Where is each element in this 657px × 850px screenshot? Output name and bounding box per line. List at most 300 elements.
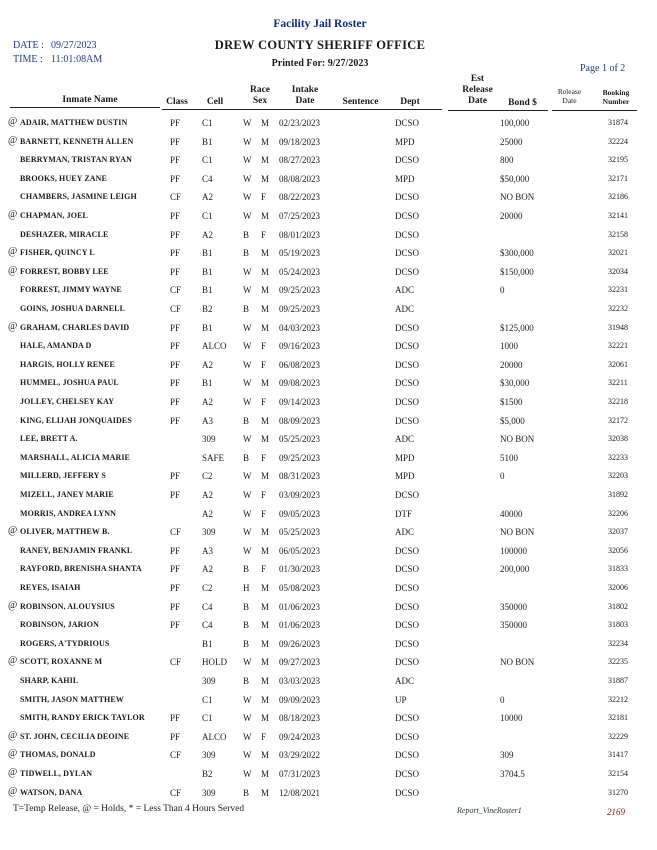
booking-number-cell: 32172: [608, 415, 628, 425]
booking-number-cell: 32154: [608, 769, 628, 778]
intake-date-cell: 04/03/2023: [279, 322, 321, 333]
intake-date-cell: 05/24/2023: [279, 266, 321, 277]
class-cell: CF: [170, 657, 182, 668]
dept-cell: DTF: [395, 508, 413, 519]
class-cell: CF: [170, 304, 182, 314]
dept-cell: DCSO: [395, 545, 420, 556]
inmate-name: CHAMBERS, JASMINE LEIGH: [20, 192, 137, 202]
cell-cell: A2: [202, 192, 213, 203]
intake-date-cell: 08/18/2023: [279, 713, 321, 724]
race-cell: W: [243, 397, 252, 407]
bond-cell: $30,000: [500, 378, 530, 389]
col-release-1: Release: [557, 87, 582, 96]
race-cell: W: [243, 657, 252, 668]
intake-date-cell: 12/08/2021: [279, 787, 321, 798]
booking-number-cell: 32235: [608, 657, 628, 667]
dept-cell: DCSO: [395, 638, 420, 649]
race-cell: B: [243, 620, 250, 631]
race-cell: W: [243, 694, 252, 705]
inmate-name: TIDWELL, DYLAN: [20, 769, 93, 778]
col-est-underline: [448, 110, 548, 111]
sex-cell: M: [261, 136, 270, 147]
race-cell: W: [243, 266, 252, 277]
table-row: [0, 580, 657, 599]
inmate-name: JOLLEY, CHELSEY KAY: [20, 397, 115, 406]
cell-cell: A2: [202, 564, 213, 575]
table-row: [0, 487, 657, 506]
bond-cell: 100,000: [500, 118, 530, 128]
hold-mark: @: [8, 599, 18, 611]
intake-date-cell: 03/29/2022: [279, 750, 321, 761]
class-cell: PF: [170, 359, 181, 370]
class-cell: PF: [170, 620, 181, 631]
sex-cell: M: [261, 527, 270, 538]
dept-cell: DCSO: [395, 322, 420, 333]
booking-number-cell: 32224: [608, 136, 628, 146]
booking-number-cell: 31270: [608, 787, 628, 797]
hold-mark: @: [8, 748, 18, 760]
intake-date-cell: 09/24/2023: [279, 731, 321, 742]
race-cell: W: [243, 750, 252, 761]
race-cell: B: [243, 248, 250, 259]
table-row: [0, 413, 657, 432]
booking-number-cell: 32229: [608, 731, 628, 741]
table-row: [0, 506, 657, 525]
dept-cell: DCSO: [395, 601, 420, 612]
class-cell: CF: [170, 787, 182, 798]
col-mid-underline: [162, 109, 442, 110]
booking-number-cell: 32061: [608, 359, 628, 369]
inmate-name: MARSHALL, ALICIA MARIE: [20, 452, 130, 462]
dept-cell: ADC: [395, 285, 415, 296]
inmate-name: HALE, AMANDA D: [20, 341, 92, 351]
table-row: [0, 766, 657, 785]
col-intake-1: Intake: [291, 85, 319, 95]
table-row: [0, 599, 657, 618]
inmate-name: KING, ELIJAH JONQUAIDES: [20, 415, 132, 425]
table-row: [0, 134, 657, 153]
race-cell: B: [243, 601, 250, 612]
inmate-name: ROGERS, A'TYDRIOUS: [20, 638, 110, 648]
race-cell: B: [243, 452, 250, 463]
race-cell: B: [243, 787, 250, 798]
col-race: Race: [249, 85, 271, 95]
intake-date-cell: 05/19/2023: [279, 248, 321, 259]
dept-cell: DCSO: [395, 341, 420, 352]
roster-title: Facility Jail Roster: [273, 18, 367, 30]
intake-date-cell: 08/09/2023: [279, 415, 321, 426]
bond-cell: 5100: [500, 452, 518, 463]
table-row: [0, 636, 657, 655]
sex-cell: M: [261, 434, 270, 445]
sex-cell: F: [261, 397, 267, 407]
bond-cell: 350000: [500, 620, 527, 631]
class-cell: PF: [170, 564, 181, 575]
bond-cell: 800: [500, 155, 514, 166]
race-cell: W: [243, 136, 252, 147]
class-cell: PF: [170, 545, 181, 556]
cell-cell: C1: [202, 211, 213, 221]
inmate-name: SHARP, KAHIL: [20, 676, 79, 685]
race-cell: W: [243, 378, 252, 389]
hold-mark: @: [8, 246, 18, 258]
inmate-name: BERRYMAN, TRISTAN RYAN: [20, 155, 132, 165]
cell-cell: C1: [202, 155, 213, 166]
dept-cell: DCSO: [395, 229, 420, 240]
class-cell: PF: [170, 713, 181, 724]
table-row: [0, 431, 657, 450]
inmate-name: CHAPMAN, JOEL: [20, 211, 88, 220]
dept-cell: DCSO: [395, 490, 420, 500]
table-row: [0, 301, 657, 320]
booking-number-cell: 32171: [608, 173, 628, 183]
dept-cell: DCSO: [395, 397, 420, 407]
bond-cell: 10000: [500, 713, 523, 724]
dept-cell: DCSO: [395, 266, 420, 277]
intake-date-cell: 09/05/2023: [279, 508, 321, 519]
sex-cell: M: [261, 657, 270, 668]
dept-cell: DCSO: [395, 750, 420, 761]
intake-date-cell: 01/30/2023: [279, 564, 321, 575]
race-cell: W: [243, 359, 252, 370]
booking-number-cell: 32186: [608, 192, 628, 202]
bond-cell: 0: [500, 285, 505, 296]
race-cell: W: [243, 490, 252, 500]
class-cell: CF: [170, 527, 182, 538]
inmate-name: HUMMEL, JOSHUA PAUL: [20, 378, 119, 388]
race-cell: B: [243, 229, 250, 240]
table-row: [0, 468, 657, 487]
cell-cell: C2: [202, 471, 213, 482]
table-row: [0, 692, 657, 711]
table-row: [0, 543, 657, 562]
table-row: [0, 245, 657, 264]
col-release-2: Date: [562, 96, 577, 105]
race-cell: B: [243, 676, 250, 686]
class-cell: PF: [170, 471, 181, 482]
intake-date-cell: 06/08/2023: [279, 359, 321, 370]
booking-number-cell: 32203: [608, 471, 628, 481]
cell-cell: C1: [202, 118, 213, 128]
dept-cell: DCSO: [395, 415, 420, 426]
dept-cell: DCSO: [395, 583, 420, 593]
cell-cell: A3: [202, 415, 213, 426]
cell-cell: B1: [202, 322, 213, 333]
intake-date-cell: 03/03/2023: [279, 676, 321, 686]
sex-cell: M: [261, 676, 270, 686]
bond-cell: NO BON: [500, 657, 535, 668]
inmate-name: SMITH, RANDY ERICK TAYLOR: [20, 713, 145, 723]
intake-date-cell: 05/25/2023: [279, 434, 321, 445]
hold-mark: @: [8, 320, 18, 332]
dept-cell: DCSO: [395, 620, 420, 631]
race-cell: W: [243, 731, 252, 742]
bond-cell: 3704.5: [500, 769, 525, 779]
intake-date-cell: 09/25/2023: [279, 304, 321, 314]
col-sex: Sex: [252, 96, 268, 106]
booking-number-cell: 32221: [608, 341, 628, 351]
race-cell: W: [243, 713, 252, 724]
intake-date-cell: 08/01/2023: [279, 229, 321, 240]
class-cell: CF: [170, 192, 182, 203]
booking-number-cell: 32021: [608, 248, 628, 258]
table-row: [0, 785, 657, 804]
cell-cell: B1: [202, 638, 213, 649]
office-name: DREW COUNTY SHERIFF OFFICE: [214, 38, 426, 52]
race-cell: W: [243, 341, 252, 352]
inmate-name: THOMAS, DONALD: [20, 750, 96, 760]
table-row: [0, 115, 657, 134]
bond-cell: NO BON: [500, 527, 535, 538]
cell-cell: B1: [202, 378, 213, 389]
booking-number-cell: 32141: [608, 211, 628, 220]
date-value: 09/27/2023: [51, 40, 97, 51]
booking-number-cell: 32231: [608, 285, 628, 295]
booking-number-cell: 32056: [608, 545, 628, 555]
sex-cell: M: [261, 285, 270, 296]
time-label: TIME :: [13, 54, 43, 65]
hold-mark: @: [8, 209, 18, 220]
cell-cell: C2: [202, 583, 213, 593]
bond-cell: 200,000: [500, 564, 530, 575]
race-cell: W: [243, 118, 252, 128]
class-cell: PF: [170, 378, 181, 389]
table-row: [0, 654, 657, 673]
dept-cell: DCSO: [395, 155, 420, 166]
bond-cell: $125,000: [500, 322, 534, 333]
class-cell: PF: [170, 229, 181, 240]
booking-number-cell: 31948: [608, 322, 628, 332]
class-cell: PF: [170, 248, 181, 259]
sex-cell: F: [261, 490, 267, 500]
table-row: [0, 189, 657, 208]
bond-cell: $1500: [500, 397, 523, 407]
intake-date-cell: 09/09/2023: [279, 694, 321, 705]
dept-cell: DCSO: [395, 769, 420, 779]
class-cell: CF: [170, 285, 182, 296]
cell-cell: A2: [202, 397, 213, 407]
intake-date-cell: 09/26/2023: [279, 638, 321, 649]
col-cell: Cell: [206, 97, 224, 107]
table-row: [0, 673, 657, 692]
page-number: 2169: [607, 807, 625, 817]
dept-cell: DCSO: [395, 731, 420, 742]
inmate-name: GRAHAM, CHARLES DAVID: [20, 322, 130, 332]
table-row: [0, 357, 657, 376]
col-bond: Bond $: [508, 98, 537, 108]
class-cell: PF: [170, 415, 181, 426]
intake-date-cell: 05/08/2023: [279, 583, 321, 593]
booking-number-cell: 32038: [608, 434, 628, 444]
race-cell: W: [243, 192, 252, 203]
table-row: [0, 747, 657, 766]
bond-cell: $50,000: [500, 173, 530, 184]
col-booking-1: Booking: [602, 88, 630, 97]
inmate-name: BARNETT, KENNETH ALLEN: [20, 136, 134, 146]
hold-mark: @: [8, 264, 18, 276]
footer-legend: T=Temp Release, @ = Holds, * = Less Than 4 Hours Served: [13, 804, 245, 814]
intake-date-cell: 02/23/2023: [279, 118, 321, 128]
cell-cell: 309: [202, 750, 216, 761]
sex-cell: F: [261, 192, 267, 203]
intake-date-cell: 09/14/2023: [279, 397, 321, 407]
sex-cell: F: [261, 731, 267, 742]
cell-cell: B1: [202, 285, 213, 296]
intake-date-cell: 09/08/2023: [279, 378, 321, 389]
hold-mark: @: [8, 134, 18, 146]
class-cell: PF: [170, 490, 181, 500]
cell-cell: 309: [202, 434, 216, 445]
intake-date-cell: 01/06/2023: [279, 601, 321, 612]
cell-cell: B2: [202, 304, 213, 314]
bond-cell: $150,000: [500, 266, 534, 277]
sex-cell: M: [261, 378, 270, 389]
inmate-name: ROBINSON, JARION: [20, 620, 99, 630]
bond-cell: 40000: [500, 508, 523, 519]
sex-cell: M: [261, 173, 270, 184]
race-cell: W: [243, 769, 252, 779]
inmate-name: REYES, ISAIAH: [20, 583, 81, 592]
col-name: Inmate Name: [62, 95, 118, 105]
class-cell: PF: [170, 731, 181, 742]
hold-mark: @: [8, 525, 18, 537]
race-cell: W: [243, 173, 252, 184]
intake-date-cell: 03/09/2023: [279, 490, 321, 500]
booking-number-cell: 32233: [608, 452, 628, 462]
intake-date-cell: 08/08/2023: [279, 173, 321, 184]
intake-date-cell: 06/05/2023: [279, 545, 321, 556]
cell-cell: A2: [202, 508, 213, 519]
table-row: [0, 171, 657, 190]
dept-cell: MPD: [395, 452, 415, 463]
intake-date-cell: 08/31/2023: [279, 471, 321, 482]
sex-cell: M: [261, 155, 270, 166]
intake-date-cell: 01/06/2023: [279, 620, 321, 631]
dept-cell: ADC: [395, 434, 415, 445]
sex-cell: M: [261, 750, 270, 761]
booking-number-cell: 32181: [608, 713, 628, 723]
race-cell: H: [243, 583, 250, 593]
table-row: [0, 729, 657, 748]
col-booking-2: Number: [602, 97, 630, 106]
table-row: [0, 152, 657, 171]
cell-cell: 309: [202, 787, 216, 798]
inmate-name: MIZELL, JANEY MARIE: [20, 490, 114, 499]
hold-mark: @: [8, 785, 18, 797]
booking-number-cell: 32158: [608, 229, 628, 239]
booking-number-cell: 32206: [608, 508, 628, 518]
booking-number-cell: 32232: [608, 304, 628, 313]
bond-cell: 20000: [500, 359, 523, 370]
cell-cell: 309: [202, 527, 216, 538]
sex-cell: M: [261, 787, 270, 798]
dept-cell: ADC: [395, 676, 415, 686]
bond-cell: 350000: [500, 601, 527, 612]
sex-cell: M: [261, 266, 270, 277]
intake-date-cell: 07/31/2023: [279, 769, 321, 779]
sex-cell: M: [261, 211, 270, 221]
sex-cell: M: [261, 304, 270, 314]
sex-cell: M: [261, 118, 270, 128]
intake-date-cell: 09/18/2023: [279, 136, 321, 147]
table-row: [0, 320, 657, 339]
booking-number-cell: 31417: [608, 750, 628, 760]
bond-cell: NO BON: [500, 192, 535, 203]
cell-cell: A2: [202, 490, 213, 500]
inmate-name: SCOTT, ROXANNE M: [20, 657, 103, 667]
class-cell: PF: [170, 266, 181, 277]
class-cell: PF: [170, 211, 181, 221]
bond-cell: NO BON: [500, 434, 535, 445]
col-est-1: Est: [470, 74, 485, 84]
bond-cell: 100000: [500, 545, 527, 556]
inmate-name: MORRIS, ANDREA LYNN: [20, 508, 117, 518]
inmate-name: GOINS, JOSHUA DARNELL: [20, 304, 126, 313]
sex-cell: F: [261, 564, 267, 575]
cell-cell: C4: [202, 620, 213, 631]
intake-date-cell: 05/25/2023: [279, 527, 321, 538]
inmate-name: WATSON, DANA: [20, 787, 83, 797]
sex-cell: F: [261, 452, 267, 463]
intake-date-cell: 08/22/2023: [279, 192, 321, 203]
table-row: [0, 394, 657, 413]
table-row: [0, 524, 657, 543]
inmate-name: FORREST, BOBBY LEE: [20, 266, 109, 276]
race-cell: W: [243, 211, 252, 221]
intake-date-cell: 09/27/2023: [279, 657, 321, 668]
booking-number-cell: 31803: [608, 620, 628, 630]
sex-cell: F: [261, 229, 267, 240]
dept-cell: DCSO: [395, 564, 420, 575]
dept-cell: DCSO: [395, 787, 420, 798]
hold-mark: @: [8, 729, 18, 741]
bond-cell: 0: [500, 694, 505, 705]
dept-cell: MPD: [395, 471, 415, 482]
sex-cell: F: [261, 341, 267, 352]
race-cell: B: [243, 415, 250, 426]
date-label: DATE :: [13, 40, 44, 51]
dept-cell: ADC: [395, 304, 415, 314]
sex-cell: M: [261, 545, 270, 556]
class-cell: PF: [170, 397, 181, 407]
col-class: Class: [166, 97, 188, 107]
table-row: [0, 264, 657, 283]
col-est-2: Release: [462, 85, 493, 95]
report-name: Report_VineRoster1: [457, 806, 522, 815]
intake-date-cell: 07/25/2023: [279, 211, 321, 221]
dept-cell: MPD: [395, 136, 415, 147]
race-cell: W: [243, 471, 252, 482]
bond-cell: 1000: [500, 341, 518, 352]
cell-cell: SAFE: [202, 452, 225, 463]
dept-cell: DCSO: [395, 211, 420, 221]
col-sentence: Sentence: [342, 97, 379, 107]
dept-cell: DCSO: [395, 378, 420, 389]
cell-cell: ALCO: [202, 341, 227, 352]
inmate-name: SMITH, JASON MATTHEW: [20, 694, 124, 704]
inmate-name: FISHER, QUINCY L: [20, 248, 95, 258]
table-row: [0, 375, 657, 394]
inmate-name: FORREST, JIMMY WAYNE: [20, 285, 122, 295]
dept-cell: UP: [395, 694, 407, 705]
class-cell: PF: [170, 173, 181, 184]
col-name-underline: [10, 107, 160, 108]
sex-cell: M: [261, 415, 270, 426]
table-row: [0, 561, 657, 580]
booking-number-cell: 32234: [608, 638, 628, 648]
hold-mark: @: [8, 655, 18, 667]
cell-cell: B2: [202, 769, 213, 779]
